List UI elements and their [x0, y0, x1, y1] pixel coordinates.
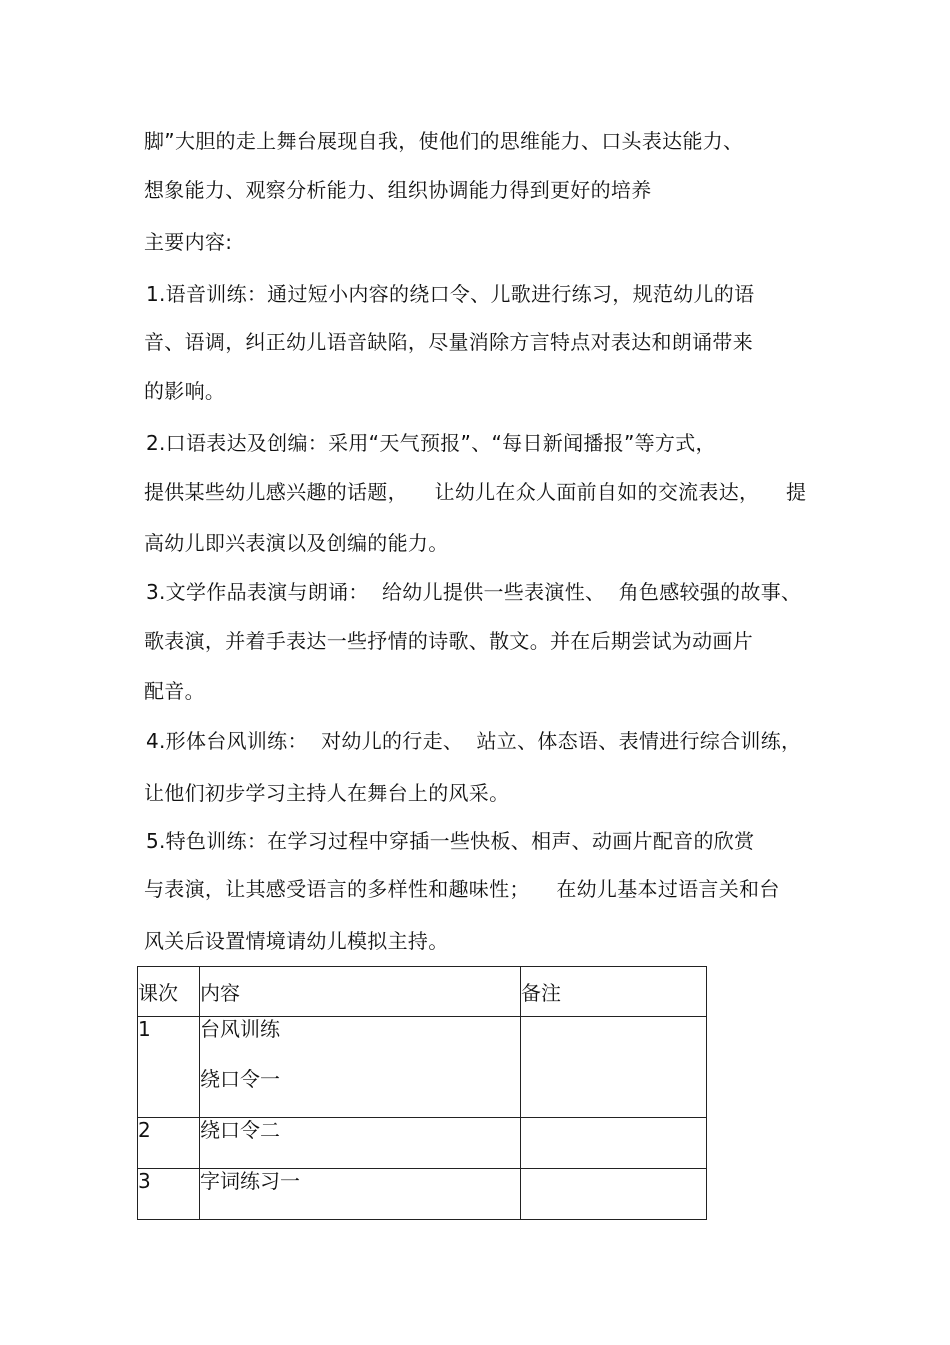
lesson-content-line: 绕口令二 [200, 1118, 280, 1142]
lesson-number: 3 [138, 1169, 200, 1220]
lesson-note [521, 1017, 707, 1118]
header-content: 内容 [200, 967, 521, 1017]
table-row [138, 1169, 707, 1220]
paragraph-line: 与表演，让其感受语言的多样性和趣味性； 在幼儿基本过语言关和台 [144, 877, 780, 901]
lesson-content [200, 1118, 521, 1169]
paragraph-line: 脚”大胆的走上舞台展现自我，使他们的思维能力、口头表达能力、 [144, 129, 744, 153]
paragraph-line: 提供某些幼儿感兴趣的话题， 让幼儿在众人面前自如的交流表达， 提 [144, 480, 807, 504]
paragraph-line: 音、语调，纠正幼儿语音缺陷，尽量消除方言特点对表达和朗诵带来 [144, 330, 753, 354]
schedule-table [137, 966, 707, 1220]
paragraph-line: 3.文学作品表演与朗诵： 给幼儿提供一些表演性、 角色感较强的故事、 [146, 580, 802, 604]
lesson-number: 2 [138, 1118, 200, 1169]
paragraph-line: 让他们初步学习主持人在舞台上的风采。 [144, 781, 510, 805]
lesson-content [200, 1017, 521, 1118]
table-row [138, 1118, 707, 1169]
lesson-note [521, 1118, 707, 1169]
lesson-content-line: 字词练习一 [200, 1169, 300, 1193]
paragraph-line: 2.口语表达及创编：采用“天气预报”、“每日新闻播报”等方式， [146, 431, 716, 455]
section-heading: 主要内容: [144, 230, 233, 254]
paragraph-line: 高幼儿即兴表演以及创编的能力。 [144, 531, 449, 555]
header-lesson: 课次 [138, 967, 200, 1017]
paragraph-line: 配音。 [144, 679, 205, 703]
paragraph-line: 歌表演，并着手表达一些抒情的诗歌、散文。并在后期尝试为动画片 [144, 629, 753, 653]
paragraph-line: 5.特色训练：在学习过程中穿插一些快板、相声、动画片配音的欣赏 [146, 829, 755, 853]
lesson-content-line: 台风训练 [200, 1017, 280, 1041]
paragraph-line: 4.形体台风训练： 对幼儿的行走、 站立、体态语、表情进行综合训练， [146, 729, 802, 753]
paragraph-line: 1.语音训练：通过短小内容的绕口令、儿歌进行练习，规范幼儿的语 [146, 282, 755, 306]
paragraph-line: 的影响。 [144, 379, 226, 403]
table-header-row [138, 967, 707, 1017]
table-row [138, 1017, 707, 1118]
lesson-note [521, 1169, 707, 1220]
paragraph-line: 想象能力、观察分析能力、组织协调能力得到更好的培养 [144, 178, 652, 202]
lesson-content-line: 绕口令一 [200, 1067, 280, 1091]
header-notes: 备注 [521, 967, 707, 1017]
lesson-content [200, 1169, 521, 1220]
lesson-number: 1 [138, 1017, 200, 1118]
paragraph-line: 风关后设置情境请幼儿模拟主持。 [144, 929, 449, 953]
